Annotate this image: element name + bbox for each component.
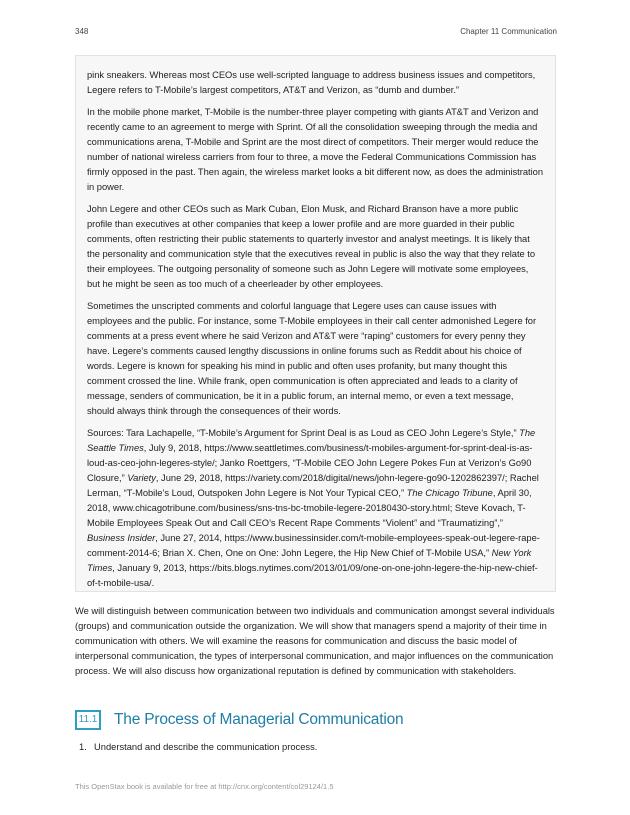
publication-title: Variety xyxy=(127,473,156,483)
section-heading xyxy=(75,709,557,733)
intro-paragraph: We will distinguish between communication between two individuals and communication amongst several individuals (groups) and communication outside the organization. We will show that managers spend a majority of their time in communication with others. We will examine the reasons for communication and discuss the basic model of interpersonal communication, the types of interpersonal communication, and major influences on the communication process. We will also discuss how organizational reputation is defined by communication with stakeholders. xyxy=(75,606,555,676)
page-number: 348 xyxy=(75,27,89,36)
section-title: The Process of Managerial Communication xyxy=(114,711,404,728)
sources-text: , April 30, 2018, www.chicagotribune.com/business/sns-tns-bc-tmobile-legere-20180430-story.html; Steve Kovach, T-Mobile Employees Speak Out and Call CEO’s Recent Rape Comments “Violent” and “Traumatizing”,” xyxy=(87,488,532,528)
objective-number: 1. xyxy=(79,742,87,752)
objective-text: Understand and describe the communication process. xyxy=(94,742,318,752)
page-header xyxy=(75,27,557,39)
page-footer: This OpenStax book is available for free at http://cnx.org/content/col29124/1.5 xyxy=(75,782,334,791)
learning-objective xyxy=(79,740,317,755)
sources-text: , June 29, 2018, https://variety.com/2018/digital/news/john-legere-go90-1202862397/; Rachel Lerman, “T-Mobile’s Loud, Outspoken John Legere is Not Your Typical CEO,” xyxy=(87,473,539,498)
publication-title: New York Times xyxy=(87,548,532,573)
box-paragraph: In the mobile phone market, T-Mobile is the number-three player competing with giants AT&T and Verizon and recently came to an agreement to merge with Sprint. Of all the consolidation sweeping through the media and communications arena, T-Mobile and Sprint are the most direct of competitors. Their merger would reduce the number of national wireless carriers from four to three, a move the Federal Communications Commission has firmly opposed in the past. Then again, the wireless market looks a bit different now, as does the administration in power. xyxy=(87,107,544,192)
sources-text: Sources: Tara Lachapelle, “T-Mobile’s Argument for Sprint Deal is as Loud as CEO John Legere’s Style,” xyxy=(87,428,520,438)
box-paragraph: pink sneakers. Whereas most CEOs use well-scripted language to address business issues and competitors, Legere refers to T-Mobile’s largest competitors, AT&T and Verizon, as “dumb and dumber.” xyxy=(87,70,536,95)
publication-title: The Seattle Times xyxy=(87,428,536,453)
box-paragraph: Sometimes the unscripted comments and colorful language that Legere uses can cause issues with employees and the public. For instance, some T-Mobile employees in their call center admonished Legere for comments at a press event where he said Verizon and AT&T were “raping” customers for every penny they have. Legere’s comments caused lengthy discussions in online forums such as Reddit about his choice of words. Legere is known for speaking his mind in public and often uses profanity, but many thought this comment crossed the line. While frank, open communication is often appreciated and leads to a clarity of message, senders of communication, be it in a public forum, an internal memo, or even a text message, should always think through the consequences of their words. xyxy=(87,301,537,416)
box-paragraph: John Legere and other CEOs such as Mark Cuban, Elon Musk, and Richard Branson have a more public profile than executives at other companies that keep a lower profile and are more guarded in their public comments, often restricting their public statements to quarterly investor and analyst meetings. It is likely that the personality and communication style that the executives reveal in public is also the way that they relate to their employees. The outgoing personality of someone such as John Legere will motivate some employees, but he might be seen as too much of a cheerleader by other employees. xyxy=(87,204,536,289)
publication-title: Business Insider xyxy=(87,533,156,543)
sources-paragraph xyxy=(87,426,543,591)
section-number: 11.1 xyxy=(75,710,101,730)
feature-box xyxy=(75,55,556,592)
publication-title: The Chicago Tribune xyxy=(406,488,493,498)
sources-text: , January 9, 2013, https://bits.blogs.nytimes.com/2013/01/09/one-on-one-john-legere-the-hip-new-chief-of-t-mobile-usa/. xyxy=(87,563,538,588)
sources-text: , July 9, 2018, https://www.seattletimes.com/business/t-mobiles-argument-for-sprint-deal-is-as-loud-as-ceo-john-legeres-style/; Janko Roettgers, “T-Mobile CEO John Legere Pokes Fun at Verizon’s Go90 Closure,” xyxy=(87,443,533,483)
chapter-title: Chapter 11 Communication xyxy=(460,27,557,36)
sources-text: , June 27, 2014, https://www.businessinsider.com/t-mobile-employees-speak-out-legere-rape-comment-2014-6; Brian X. Chen, One on One: John Legere, the Hip New Chief of T-Mobile USA,” xyxy=(87,533,540,558)
